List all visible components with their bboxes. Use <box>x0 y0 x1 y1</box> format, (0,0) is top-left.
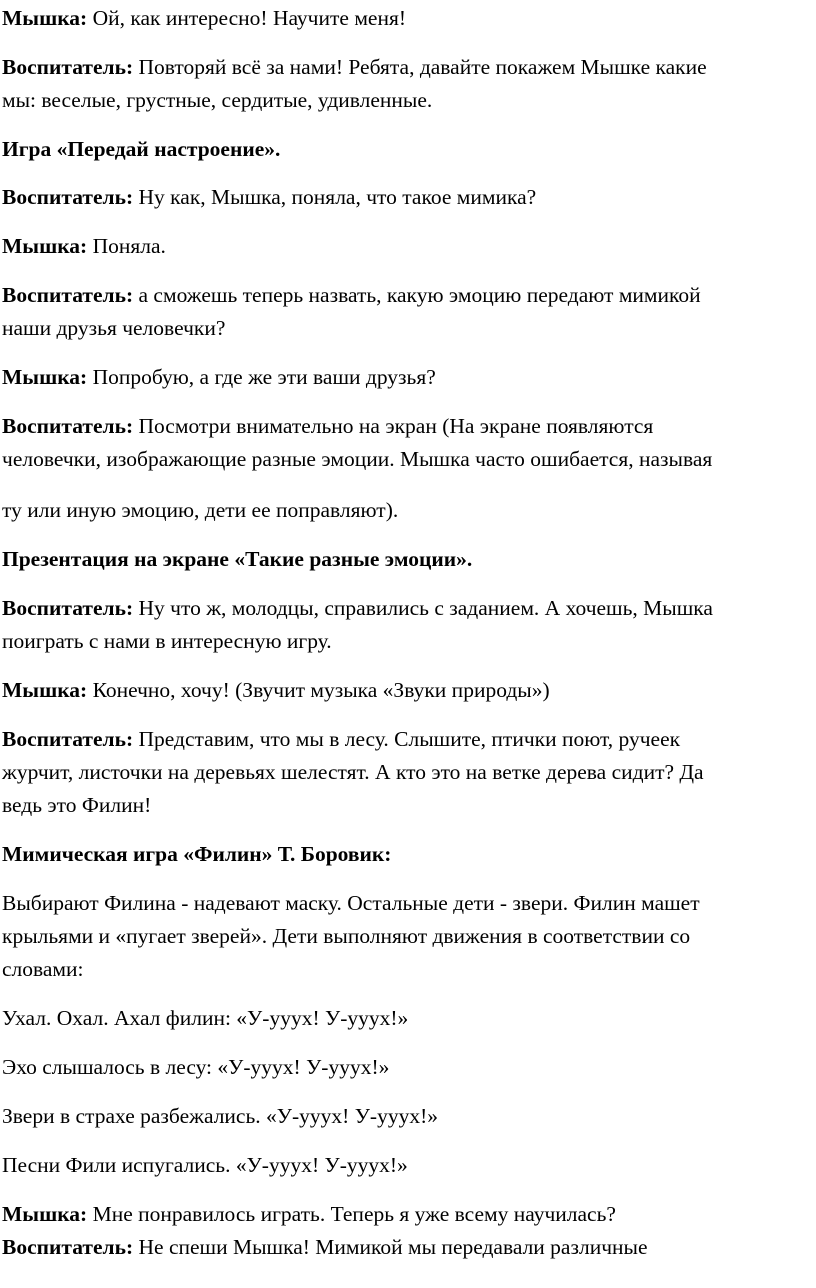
paragraph-6 <box>2 279 814 345</box>
poem-line <box>2 1149 814 1182</box>
paragraph-21 <box>2 1231 814 1264</box>
section-heading <box>2 543 814 576</box>
speaker-label: Воспитатель: <box>2 55 134 79</box>
speaker-label: Воспитатель: <box>2 414 134 438</box>
speaker-label: Мышка: <box>2 234 88 258</box>
body-text: Песни Фили испугались. «У-уууx! У-уууx!» <box>2 1153 408 1177</box>
speaker-label: Мышка: <box>2 365 88 389</box>
dialogue-text: Посмотри внимательно на экран (На экране появляются <box>138 414 654 438</box>
speaker-label: Воспитатель: <box>2 1235 134 1259</box>
speaker-label: Мышка: <box>2 6 88 30</box>
poem-line <box>2 1002 814 1035</box>
heading-text: Мимическая игра «Филин» Т. Боровик: <box>2 842 392 866</box>
dialogue-text: Ой, как интересно! Научите меня! <box>92 6 407 30</box>
paragraph-4 <box>2 181 814 214</box>
dialogue-text: ведь это Филин! <box>2 793 152 817</box>
dialogue-text: Мне понравилось играть. Теперь я уже всему научилась? <box>92 1202 616 1226</box>
dialogue-text: Ну как, Мышка, поняла, что такое мимика? <box>138 185 537 209</box>
paragraph-7 <box>2 361 814 394</box>
poem-line <box>2 1051 814 1084</box>
body-text: Ухал. Охал. Ахал филин: «У-уууx! У-уууx!» <box>2 1006 409 1030</box>
speaker-label: Воспитатель: <box>2 283 134 307</box>
speaker-label: Воспитатель: <box>2 727 134 751</box>
heading-text: Презентация на экране «Такие разные эмоции». <box>2 547 473 571</box>
paragraph-2 <box>2 51 814 117</box>
speaker-label: Мышка: <box>2 1202 88 1226</box>
dialogue-text: Поняла. <box>92 234 166 258</box>
section-heading <box>2 838 814 871</box>
body-text: крыльями и «пугает зверей». Дети выполняют движения в соответствии со <box>2 924 691 948</box>
dialogue-text: Ну что ж, молодцы, справились с заданием. А хочешь, Мышка <box>138 596 713 620</box>
paragraph-11 <box>2 592 814 658</box>
dialogue-text: человечки, изображающие разные эмоции. Мышка часто ошибается, называя <box>2 447 713 471</box>
poem-line <box>2 1100 814 1133</box>
dialogue-text: Повторяй всё за нами! Ребята, давайте покажем Мышке какие <box>138 55 707 79</box>
speaker-label: Воспитатель: <box>2 185 134 209</box>
dialogue-text: мы: веселые, грустные, сердитые, удивленные. <box>2 88 433 112</box>
heading-text: Игра «Передай настроение». <box>2 137 281 161</box>
section-heading <box>2 133 814 166</box>
body-text: Эхо слышалось в лесу: «У-уууx! У-уууx!» <box>2 1055 390 1079</box>
dialogue-text: а сможешь теперь назвать, какую эмоцию передают мимикой <box>138 283 701 307</box>
paragraph-15 <box>2 887 814 986</box>
body-text: Выбирают Филина - надевают маску. Остальные дети - звери. Филин машет <box>2 891 700 915</box>
body-text: Звери в страхе разбежались. «У-уууx! У-уууx!» <box>2 1104 438 1128</box>
paragraph-9 <box>2 494 814 527</box>
paragraph-8 <box>2 410 814 476</box>
speaker-label: Мышка: <box>2 678 88 702</box>
dialogue-text: журчит, листочки на деревьях шелестят. А кто это на ветке дерева сидит? Да <box>2 760 704 784</box>
dialogue-text: поиграть с нами в интересную игру. <box>2 629 332 653</box>
body-text: словами: <box>2 957 84 981</box>
paragraph-1 <box>2 2 814 35</box>
dialogue-text: Представим, что мы в лесу. Слышите, птички поют, ручеек <box>138 727 681 751</box>
dialogue-text: Не спеши Мышка! Мимикой мы передавали различные <box>138 1235 648 1259</box>
paragraph-20 <box>2 1198 814 1231</box>
paragraph-12 <box>2 674 814 707</box>
paragraph-13 <box>2 723 814 822</box>
paragraph-5 <box>2 230 814 263</box>
dialogue-text: ту или иную эмоцию, дети ее поправляют). <box>2 498 399 522</box>
dialogue-text: Конечно, хочу! (Звучит музыка «Звуки природы») <box>92 678 550 702</box>
dialogue-text: наши друзья человечки? <box>2 316 226 340</box>
speaker-label: Воспитатель: <box>2 596 134 620</box>
dialogue-text: Попробую, а где же эти ваши друзья? <box>92 365 436 389</box>
